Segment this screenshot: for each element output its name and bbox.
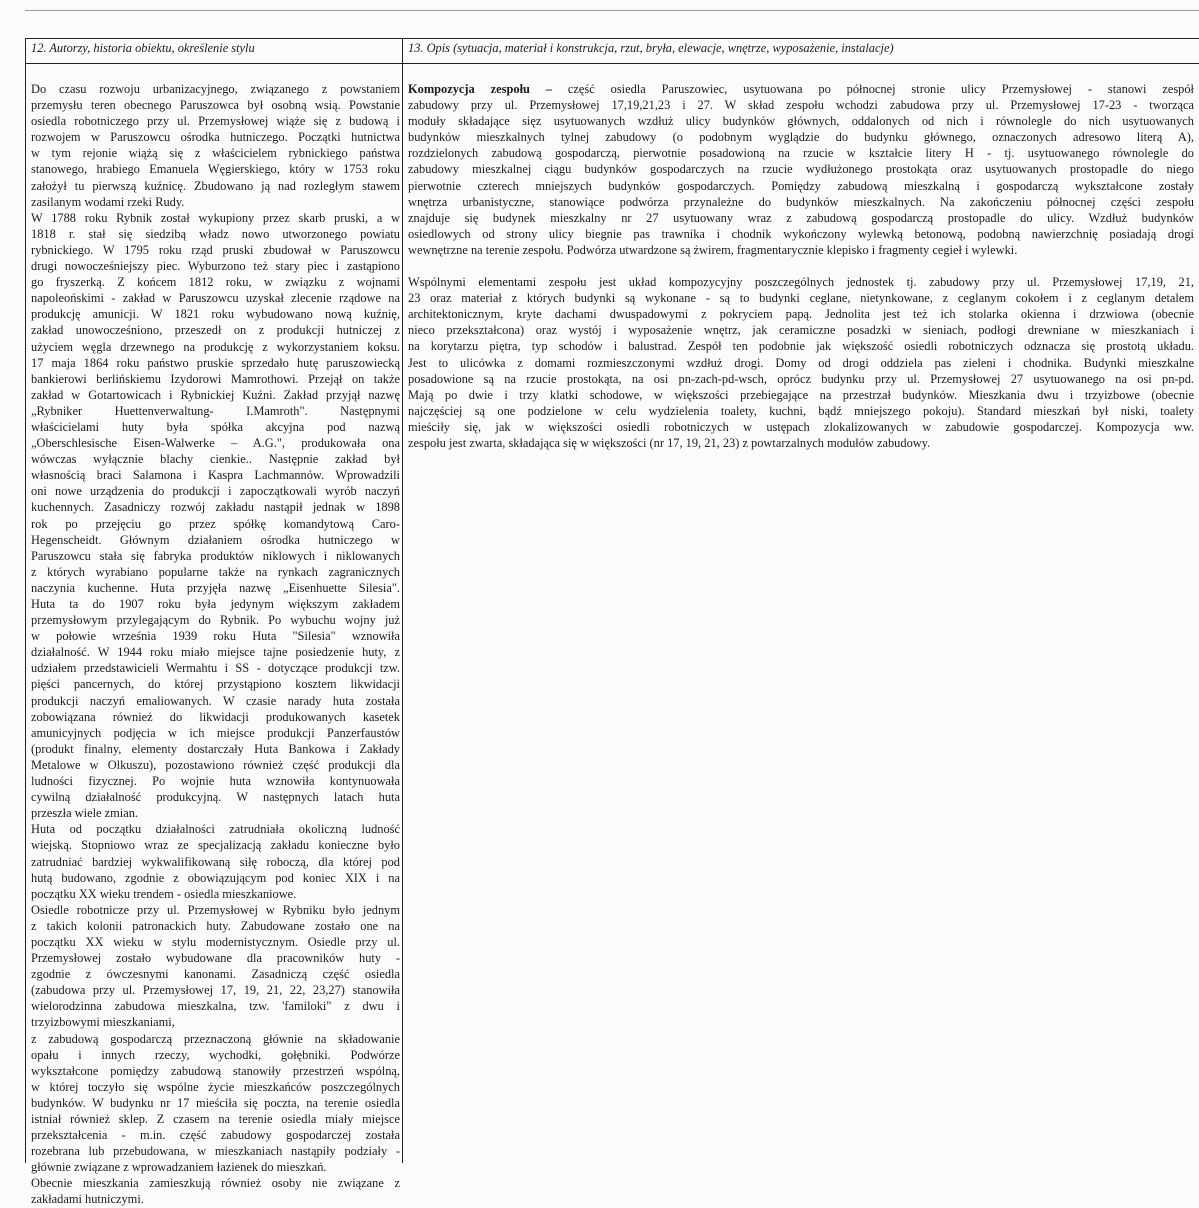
- text-line: własnością braci Salamona i Kaspra Lachmannów. Wprowadzili: [31, 468, 400, 483]
- text-line: Do czasu rozwoju urbanizacyjnego, związanego z powstaniem: [31, 82, 400, 96]
- text-line: 17 maja 1864 roku państwo pruskie sprzedało hutę paruszowiecką: [31, 355, 400, 370]
- composition-first-line: część osiedla Paruszowiec, usytuowana po północnej stronie ulicy Przemysłowej - stanowi zespół: [552, 82, 1194, 96]
- text-line: „Oberschlesische Eisen-Walwerke – A.G.", produkowała ona: [31, 436, 400, 451]
- text-line: rozwojem w Paruszowcu ośrodka hutniczego. Początki hutnictwa: [31, 130, 400, 145]
- text-line: wielorodzinna zabudowa mieszkalna, tzw. 'familoki" z dwu i: [31, 999, 400, 1014]
- text-line: Paruszowcu stała się fabryka produktów niklowych i niklowanych: [31, 548, 400, 563]
- text-line: amunicyjnych podjęcia w ich miejsce produkcji Panzerfaustów: [31, 725, 400, 740]
- text-line: posadowione są na rzucie prostokąta, na osi pn-zach-pd-wsch, oprócz budynku przy ul. Przemysłowej 27 usytuowanego na osi pn-pd.: [408, 371, 1194, 386]
- text-line: Huta od początku działalności zatrudniała okoliczną ludność: [31, 822, 400, 837]
- text-line: kuchennych. Zasadniczy rozwój zakładu nastąpił jednak w 1898: [31, 500, 400, 515]
- description-section: [408, 40, 1194, 451]
- text-line: bankierowi berlińskiemu Izydorowi Mamrothowi. Przejął on także: [31, 371, 400, 386]
- top-border-line: [25, 10, 1199, 11]
- text-line: właścicielami huty była spółka akcyjna pod nazwą: [31, 419, 400, 434]
- text-line: zatrudniać bardziej wykwalifikowaną siłę roboczą, dla której pod: [31, 854, 400, 869]
- description-text: [408, 81, 1194, 451]
- text-line: Jest to ulicówka z domami rozmieszczonymi wzdłuż drogi. Domy od drogi oddziela pas zieleni i chodnika. Budynki mieszkalne: [408, 355, 1194, 370]
- text-line: rybnickiego. W 1795 roku rząd pruski zbudował w Paruszowcu: [31, 242, 400, 257]
- text-line: w tym rejonie wiążą się z właścicielem rybnickiego państwa: [31, 146, 400, 161]
- text-line: na korytarzu piętra, typ schodów i balustrad. Zespół ten podobnie jak większość osiedli robotniczych odznacza się prostotą układu.: [408, 339, 1194, 354]
- text-line: wewnętrzne na terenie zespołu. Podwórza utwardzone są żwirem, fragmentarycznie klepisko i fragmenty cegieł i wylewki.: [408, 242, 1018, 257]
- text-line: W 1788 roku Rybnik został wykupiony przez skarb pruski, a w: [31, 210, 400, 225]
- text-line: działalność. W 1944 roku miało miejsce tajne posiedzenie huty, z: [31, 645, 400, 660]
- section-13-heading: 13. Opis (sytuacja, materiał i konstrukcja, rzut, bryła, elewacje, wnętrze, wyposażenie, instalacje): [402, 40, 1199, 64]
- text-line: budynków mieszkalnych tylnej zabudowy (o podobnym wyglądzie do budynku głównego, oznaczonych adresowo literą A),: [408, 130, 1194, 145]
- text-line: wykształcone pomiędzy zabudową stanowiły przestrzeń wspólną,: [31, 1063, 400, 1078]
- text-line: znajduje się budynek mieszkalny nr 27 usytuowany wraz z zabudową gospodarczą prostopadle do ulicy. Wzdłuż budynków: [408, 210, 1194, 225]
- text-line: z takich kolonii patronackich huty. Zabudowane zostało one na: [31, 918, 400, 933]
- text-line: użyciem węgla drzewnego na produkcję z wykorzystaniem koksu.: [31, 339, 400, 354]
- text-line: Huta ta do 1907 roku była jedynym większym zakładem: [31, 597, 400, 611]
- text-line: zakład w Gotartowicach i Rybnickiej Kuźni. Zakład przyjął nazwę: [31, 387, 400, 402]
- text-line: rozebrana lub przebudowana, w mieszkaniach nastąpiły podziały -: [31, 1144, 400, 1159]
- text-line: istniał również sklep. Z czasem na terenie osiedla miały miejsce: [31, 1112, 400, 1126]
- history-text: [31, 81, 400, 1208]
- text-line: 23 oraz materiał z których budynki są wykonane - są to budynki ceglane, nietynkowane, z ceglanym cokołem i z ceglanym detalem: [408, 291, 1194, 306]
- text-line: zabudowy przy ul. Przemysłowej 17,19,21,23 i 27. W skład zespołu wchodzi zabudowa przy ul. Przemysłowej 17-23 - tworząca: [408, 98, 1194, 113]
- text-line: (produkt finalny, elementy dostarczały Huta Bankowa i Zakłady: [31, 741, 400, 756]
- text-line: udziałem przedstawicieli Wermahtu i SS - dotyczące produkcji tzw.: [31, 661, 400, 676]
- text-line: Metalowe w Olkuszu), pozostawiono również część produkcji dla: [31, 757, 400, 772]
- paragraph-line: [408, 81, 1194, 97]
- text-line: zgodnie z ówczesnymi kanonami. Zasadniczą część osiedla: [31, 967, 400, 982]
- text-line: rozdzielonych zabudową gospodarczą, pierwotnie posadowioną na rzucie w kształcie litery H - tj. usytuowanego równolegle do: [408, 146, 1194, 161]
- column-divider: [402, 38, 403, 1163]
- text-line: z których wyrabiano popularne także na rynkach zagranicznych: [31, 564, 400, 579]
- text-line: zasilanym wodami rzeki Rudy.: [31, 194, 185, 209]
- text-line: początku XX wieku w stylu modernistycznym. Osiedle przy ul.: [31, 934, 400, 949]
- text-line: pierwotnie czterech mniejszych budynków gospodarczych. Pomiędzy zabudową mieszkalną i gospodarczą wykształcone zostały: [408, 178, 1194, 193]
- text-line: rok po przejęciu go przez spółkę komandytową Caro-: [31, 516, 400, 531]
- text-line: ludności fizycznej. Po wojnie huta wznowiła kontynuowała: [31, 774, 400, 789]
- text-line: naczynia kuchenne. Huta przyjęła nazwę „Eisenhuette Silesia".: [31, 580, 400, 595]
- text-line: zakładami hutniczymi.: [31, 1192, 144, 1207]
- text-line: Obecnie mieszkania zamieszkują również osoby nie związane z: [31, 1176, 400, 1191]
- text-line: moduły składające sięz usytuowanych wzdłuż ulicy budynków głównych, oddalonych od nich i równolegle do nich usytuowanych: [408, 114, 1194, 129]
- text-line: 1818 r. stał się siedzibą władz nowo utworzonego powiatu: [31, 226, 400, 241]
- text-line: trzyizbowymi mieszkaniami,: [31, 1015, 175, 1030]
- text-line: najczęściej są one podzielone w celu wydzielenia toalety, kuchni, bądź mniejszego pokoju). Standard mieszkań był niski, toalety: [408, 403, 1194, 418]
- text-line: początku XX wieku trendem - osiedla mieszkaniowe.: [31, 886, 297, 901]
- text-line: produkcję amunicji. W 1821 roku wybudowano nową kuźnię,: [31, 307, 400, 322]
- text-line: Przemysłowej zostało wybudowane dla pracowników huty -: [31, 951, 400, 966]
- text-line: architektonicznym, kryte dachami dwuspadowymi z pokryciem papą. Jednolita jest też ich stolarka okienna i drzwiowa (obecnie: [408, 307, 1194, 322]
- text-line: (zabudowa przy ul. Przemysłowej 17, 19, 21, 22, 23,27) stanowiła: [31, 983, 400, 998]
- text-line: zakład unowocześniono, przeszedł on z produkcji hutniczej z: [31, 323, 400, 338]
- text-line: go fryszerką. Z końcem 1812 roku, w związku z wojnami: [31, 275, 400, 290]
- text-line: produkcji naczyń emaliowanych. W czasie narady huta została: [31, 693, 400, 708]
- text-line: w połowie września 1939 roku Huta "Silesia" wznowiła: [31, 629, 400, 644]
- text-line: zabudowy mieszkalnej ciągu budynków gospodarczych na rzucie wydłużonego prostokąta oraz usytuowanych prostopadle do niego: [408, 162, 1194, 177]
- text-line: osiedlowych od strony ulicy biegnie pas trawnika i chodnik wykończony wylewką betonową, podobną nawierzchnię posiadają drogi: [408, 226, 1194, 241]
- text-line: w której toczyło się wspólne życie mieszkańców poszczególnych: [31, 1079, 400, 1094]
- composition-paragraph: [408, 97, 1194, 258]
- text-line: przemysłu teren obecnego Paruszowca był osobną wsią. Powstanie: [31, 98, 400, 113]
- text-line: drugi nowocześniejszy piec. Wyburzono też stary piec i zastąpiono: [31, 259, 400, 274]
- text-line: głównie związane z wprowadzaniem łazienek do mieszkań.: [31, 1160, 327, 1175]
- text-line: wnętrza urbanistyczne, stanowiące podwórza przynależne do budynków mieszkalnych. Na zakończeniu północnej części zespołu: [408, 194, 1194, 209]
- history-section: [31, 40, 400, 1208]
- text-line: mieściły się, jak w większości osiedli robotniczych w ustępach zlokalizowanych w zabudowie gospodarczej. Kompozycja ww.: [408, 419, 1194, 434]
- composition-lead: Kompozycja zespołu –: [408, 82, 553, 96]
- text-line: zespołu jest zwarta, składająca się w większości (nr 17, 19, 21, 23) z powtarzalnych modułów zabudowy.: [408, 435, 931, 450]
- text-line: Hegenscheidt. Głównym działaniem ośrodka hutniczego w: [31, 532, 400, 547]
- text-line: zobowiązana również do likwidacji produkowanych kasetek: [31, 709, 400, 724]
- text-line: hutą budowano, zgodnie z obowiązującym pod koniec XIX i na: [31, 870, 400, 885]
- text-line: „Rybniker Huettenverwaltung- I.Mamroth". Następnymi: [31, 403, 400, 418]
- text-line: Osiedle robotnicze przy ul. Przemysłowej w Rybniku było jednym: [31, 902, 400, 917]
- text-line: pięści pancernych, do której przystąpiono kosztem likwidacji: [31, 677, 400, 692]
- text-line: cywilną działalność produkcyjną. W następnych latach huta: [31, 790, 400, 805]
- text-line: napoleońskimi - zakład w Paruszowcu uzyskał zlecenie rządowe na: [31, 291, 400, 306]
- text-line: przeszła wiele zmian.: [31, 806, 138, 821]
- paragraph-gap: [408, 258, 1194, 274]
- text-line: założył tu pierwszą kuźnicę. Zbudowano ją nad rozległym stawem: [31, 178, 400, 193]
- common-elements-paragraph: [408, 274, 1194, 451]
- text-line: wówczas wyłącznie blachy cienkie.. Następnie zakład był: [31, 452, 400, 467]
- text-line: budynków. W budynku nr 17 mieściła się poczta, na terenie osiedla: [31, 1095, 400, 1110]
- text-line: nieco przekształcona) oraz wystój i wyposażenie wnętrz, jak ceramiczne posadzki w sieniach, podłogi drewniane w mieszkaniach i: [408, 323, 1194, 338]
- text-line: wiejską. Stopniowo wraz ze specjalizacją zakładu konieczne było: [31, 838, 400, 853]
- text-line: osiedla robotniczego przy ul. Przemysłowej wiąże się z budową i: [31, 114, 400, 129]
- text-line: przekształcenia - m.in. część zabudowy gospodarczej została: [31, 1128, 400, 1143]
- text-line: z zabudową gospodarczą przeznaczoną głównie na składowanie: [31, 1031, 400, 1046]
- text-line: oni nowe urządzenia do produkcji i zapoczątkowali wyrób naczyń: [31, 484, 400, 499]
- text-line: opału i innych rzeczy, wychodki, gołębniki. Podwórze: [31, 1047, 400, 1062]
- text-line: stanowego, hrabiego Emanuela Węgierskiego, który w 1753 roku: [31, 162, 400, 177]
- text-line: Wspólnymi elementami zespołu jest układ kompozycyjny poszczególnych jednostek tj. zabudowy przy ul. Przemysłowej 17,19, 21,: [408, 275, 1194, 290]
- section-12-heading: 12. Autorzy, historia obiektu, określenie stylu: [25, 40, 402, 64]
- text-line: przemysłowym przylegającym do Rybnik. Po wybuchu wojny już: [31, 613, 400, 628]
- text-line: Mają po dwie i trzy klatki schodowe, w większości przebiegające na przestrzał budynków. Mieszkania dwu i trzyizbowe (obecnie: [408, 387, 1194, 402]
